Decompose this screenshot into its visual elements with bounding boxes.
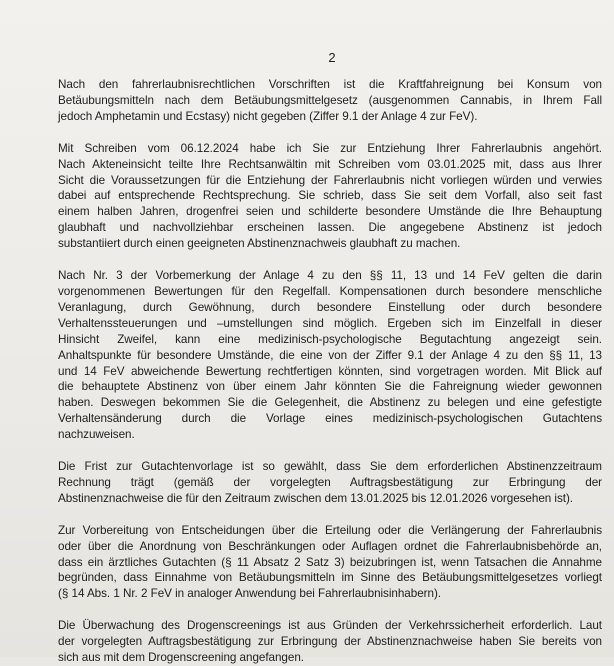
text-line: Zur Vorbereitung von Entscheidungen über die Erteilung oder die Verlängerung der Fahrerlaubnis — [58, 523, 602, 537]
paragraph-3 — [58, 268, 602, 443]
page-number: 2 — [328, 50, 336, 65]
document-body — [58, 77, 602, 666]
text-line: einem halben Jahren, drogenfrei seien und schilderte besondere Umstände die Ihre Behauptung — [58, 205, 602, 219]
text-line: Hinsicht Zweifel, kann eine medizinisch-psychologische Begutachtung angezeigt sein. — [58, 332, 602, 346]
text-line: vorgenommenen Bewertungen für den Regelfall. Kompensationen durch besondere menschliche — [58, 284, 602, 298]
text-line: Nach den fahrerlaubnisrechtlichen Vorschriften ist die Kraftfahreignung bei Konsum von — [58, 78, 602, 91]
paragraph-4 — [58, 459, 602, 507]
text-line: begründen, dass Einnahme von Betäubungsmitteln im Sinne des Betäubungsmittelgesetzes vorliegt — [58, 571, 602, 585]
text-line: Veranlagung, durch Gewöhnung, durch besondere Einstellung oder durch besondere — [58, 300, 602, 314]
text-line: jedoch Amphetamin und Ecstasy) nicht gegeben (Ziffer 9.1 der Anlage 4 zur FeV). — [58, 109, 478, 123]
text-line: oder über die Anordnung von Beschränkungen oder Auflagen ordnet die Fahrerlaubnisbehörde an, — [58, 539, 602, 553]
text-line: die behauptete Abstinenz von über einem Jahr könnten Sie die Fahreignung wieder gewonnen — [58, 380, 602, 394]
text-line: Nach Nr. 3 der Vorbemerkung der Anlage 4 zu den §§ 11, 13 und 14 FeV gelten die darin — [58, 269, 602, 283]
text-line: haben. Deswegen bekommen Sie die Gelegenheit, die Abstinenz zu belegen und eine gefestigte — [58, 396, 602, 410]
text-line: Abstinenznachweise die für den Zeitraum zwischen dem 13.01.2025 bis 12.01.2026 vorgesehen ist). — [58, 491, 574, 505]
text-line: Die Überwachung des Drogenscreenings ist aus Gründen der Verkehrssicherheit erforderlich. Laut — [58, 619, 602, 633]
text-line: glaubhaft und nachvollziehbar erscheinen lassen. Die angegebene Abstinenz ist jedoch — [58, 221, 602, 235]
text-line: (§ 14 Abs. 1 Nr. 2 FeV in analoger Anwendung bei Fahrerlaubnisinhabern). — [58, 587, 441, 601]
text-line: substantiiert durch einen geeigneten Abstinenznachweis glaubhaft zu machen. — [58, 237, 461, 251]
paragraph-2 — [58, 141, 602, 252]
text-line: dass ein ärztliches Gutachten (§ 11 Absatz 2 Satz 3) beizubringen ist, wenn Tatsachen die Annahme — [58, 555, 602, 569]
text-line: Mit Schreiben vom 06.12.2024 habe ich Sie zur Entziehung Ihrer Fahrerlaubnis angehört. — [58, 141, 602, 155]
paragraph-6 — [58, 618, 602, 666]
text-line: nachzuweisen. — [58, 428, 135, 442]
text-line: der vorgelegten Auftragsbestätigung zur Erbringung der Abstinenznachweise haben Sie bereits von — [58, 635, 602, 649]
paragraph-1 — [58, 77, 602, 125]
text-line: Anhaltspunkte für besondere Umstände, die eine von der Ziffer 9.1 der Anlage 4 zu den §§ 11, 13 — [58, 348, 602, 362]
text-line: Die Frist zur Gutachtenvorlage ist so gewählt, dass Sie dem erforderlichen Abstinenzzeitraum — [58, 460, 602, 474]
paragraph-5 — [58, 523, 602, 603]
text-line: Rechnung trägt (gemäß der vorgelegten Auftragsbestätigung zur Erbringung der — [58, 475, 602, 489]
text-line: Nach Akteneinsicht teilte Ihre Rechtsanwältin mit Schreiben vom 03.01.2025 mit, dass aus Ihrer — [58, 157, 602, 171]
text-line: Sicht die Voraussetzungen für die Entziehung der Fahrerlaubnis nicht vorliegen würden und verwies — [58, 173, 602, 187]
text-line: Verhaltenssteuerungen und –umstellungen sind möglich. Ergeben sich im Einzelfall in dieser — [58, 316, 602, 330]
text-line: Verhaltensänderung durch die Vorlage eines medizinisch-psychologischen Gutachtens — [58, 412, 602, 426]
text-line: dabei auf entsprechende Rechtsprechung. Sie schrieb, dass Sie seit dem Vorfall, also seit fast — [58, 189, 602, 203]
text-line: sich aus mit dem Drogenscreening angefangen. — [58, 651, 304, 665]
text-line: Betäubungsmitteln nach dem Betäubungsmittelgesetz (ausgenommen Cannabis, in Ihrem Fall — [58, 93, 602, 107]
text-line: und 14 FeV abweichende Bewertung rechtfertigen könnten, sind vorgetragen worden. Mit Blick auf — [58, 364, 602, 378]
